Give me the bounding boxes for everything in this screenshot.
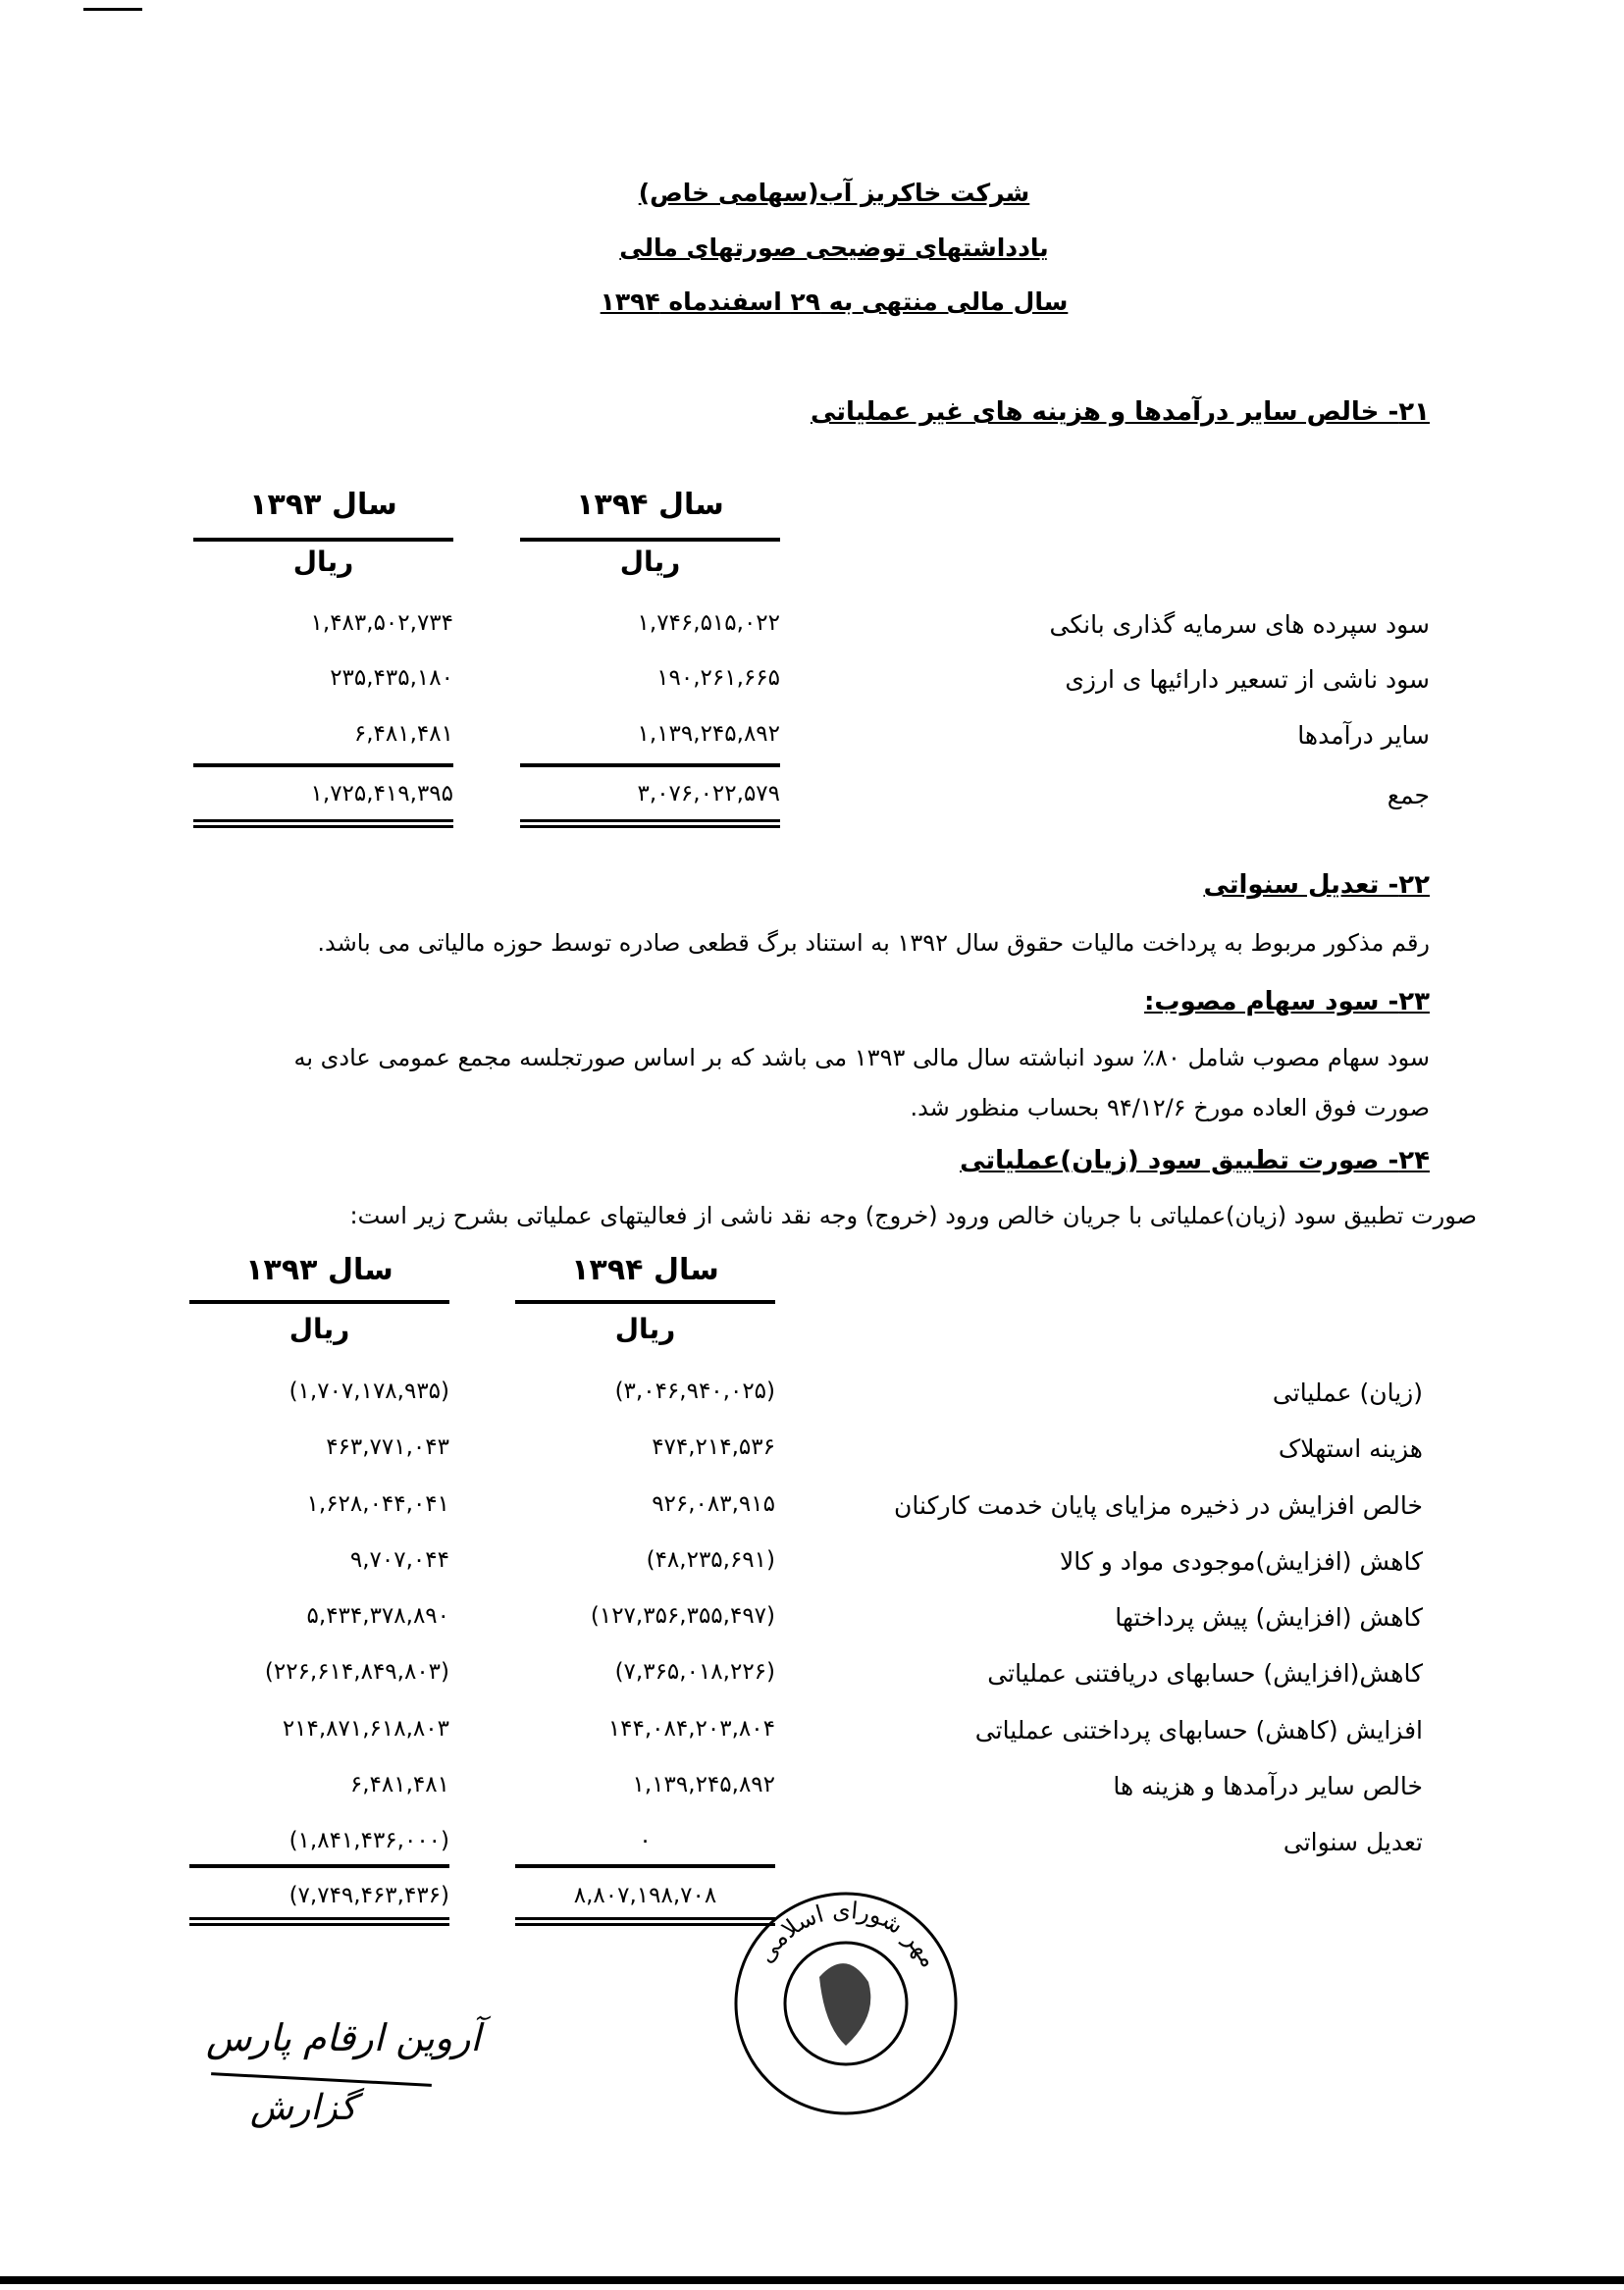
col-unit-1393: ریال	[292, 546, 354, 578]
row-value-1394: ۱,۱۳۹,۲۴۵,۸۹۲	[637, 721, 780, 747]
signature-line1: آروین ارقام پارس	[206, 2016, 481, 2059]
row-label: خالص افزایش در ذخیره مزایای پایان خدمت کارکنان	[894, 1491, 1423, 1520]
row-label: سود ناشی از تسعیر دارائیها ی ارزی	[1065, 665, 1430, 694]
row-label: سایر درآمدها	[1297, 721, 1430, 750]
stamp	[731, 1889, 962, 2119]
row-value-1394: ۴۷۴,۲۱۴,۵۳۶	[652, 1434, 775, 1460]
note24-intro: صورت تطبیق سود (زیان)عملیاتی با جریان خالص ورود (خروج) وجه نقد ناشی از فعالیتهای عملیاتی بشرح زیر است:	[349, 1202, 1477, 1229]
row-value-1393: (۱,۷۰۷,۱۷۸,۹۳۵)	[288, 1379, 449, 1404]
divider	[515, 1300, 775, 1304]
col-year-1393: سال ۱۳۹۳	[249, 488, 397, 522]
double-underline	[520, 819, 780, 828]
row-label: کاهش (افزایش)موجودی مواد و کالا	[1060, 1547, 1423, 1576]
top-edge-mark	[83, 8, 142, 11]
row-label: کاهش (افزایش) پیش پرداختها	[1115, 1603, 1423, 1632]
total-label: جمع	[1387, 781, 1430, 809]
total-1393: ۱,۷۲۵,۴۱۹,۳۹۵	[310, 781, 453, 807]
col-unit-1393: ریال	[288, 1313, 350, 1345]
note24-heading: ۲۴- صورت تطبیق سود (زیان)عملیاتی	[960, 1146, 1430, 1175]
row-value-1393: ۱,۶۲۸,۰۴۴,۰۴۱	[306, 1491, 449, 1517]
row-label: افزایش (کاهش) حسابهای پرداختنی عملیاتی	[974, 1716, 1423, 1744]
note23-line1: سود سهام مصوب شامل ۸۰٪ سود انباشته سال مالی ۱۳۹۳ می باشد که بر اساس صورتجلسه مجمع عمومی عادی به	[293, 1044, 1430, 1071]
total-1394: ۳,۰۷۶,۰۲۲,۵۷۹	[637, 781, 780, 807]
note23-line2: صورت فوق العاده مورخ ۹۴/۱۲/۶ بحساب منظور شد.	[910, 1094, 1430, 1121]
row-value-1394: ۰	[639, 1828, 652, 1853]
total-1394: ۸,۸۰۷,۱۹۸,۷۰۸	[573, 1883, 717, 1908]
col-year-1393: سال ۱۳۹۳	[245, 1253, 393, 1287]
note23-heading: ۲۳- سود سهام مصوب:	[1143, 987, 1430, 1016]
row-value-1393: ۱,۴۸۳,۵۰۲,۷۳۴	[310, 610, 453, 636]
row-value-1393: ۲۱۴,۸۷۱,۶۱۸,۸۰۳	[282, 1716, 449, 1742]
company-title: شرکت خاکریز آب(سهامی خاص)	[638, 179, 1030, 207]
row-value-1394: (۳,۰۴۶,۹۴۰,۰۲۵)	[614, 1379, 775, 1404]
divider	[193, 763, 453, 767]
signature-line2: گزارش	[250, 2088, 357, 2128]
bottom-border	[0, 2276, 1624, 2284]
signature-underline	[211, 2072, 432, 2087]
row-value-1393: ۶,۴۸۱,۴۸۱	[353, 721, 453, 747]
stamp-text: مهر شورای اسلامی	[751, 1896, 944, 1972]
divider	[515, 1864, 775, 1868]
row-label: هزینه استهلاک	[1278, 1434, 1423, 1463]
divider	[189, 1300, 449, 1304]
divider	[189, 1864, 449, 1868]
row-value-1393: ۴۶۳,۷۷۱,۰۴۳	[326, 1434, 449, 1460]
row-value-1394: (۴۸,۲۳۵,۶۹۱)	[646, 1547, 775, 1573]
row-value-1394: ۱۴۴,۰۸۴,۲۰۳,۸۰۴	[607, 1716, 775, 1742]
row-value-1394: (۷,۳۶۵,۰۱۸,۲۲۶)	[614, 1659, 775, 1685]
col-year-1394: سال ۱۳۹۴	[576, 488, 724, 522]
row-value-1393: ۶,۴۸۱,۴۸۱	[349, 1772, 449, 1797]
row-value-1394: ۱,۱۳۹,۲۴۵,۸۹۲	[632, 1772, 775, 1797]
stamp-seal-icon	[731, 1889, 962, 2119]
row-value-1394: ۹۲۶,۰۸۳,۹۱۵	[652, 1491, 775, 1517]
col-unit-1394: ریال	[614, 1313, 676, 1345]
row-value-1393: ۹,۷۰۷,۰۴۴	[349, 1547, 449, 1573]
col-unit-1394: ریال	[619, 546, 681, 578]
divider	[520, 538, 780, 542]
period-title: سال مالی منتهی به ۲۹ اسفندماه ۱۳۹۴	[600, 287, 1069, 316]
row-label: تعدیل سنواتی	[1283, 1828, 1423, 1856]
row-value-1393: ۲۳۵,۴۳۵,۱۸۰	[330, 665, 453, 691]
row-label: خالص سایر درآمدها و هزینه ها	[1113, 1772, 1423, 1800]
double-underline	[189, 1917, 449, 1926]
row-value-1393: (۱,۸۴۱,۴۳۶,۰۰۰)	[288, 1828, 449, 1853]
note22-text: رقم مذکور مربوط به پرداخت مالیات حقوق سال ۱۳۹۲ به استناد برگ قطعی صادره توسط حوزه مالیاتی می باشد.	[317, 929, 1430, 957]
row-value-1394: ۱,۷۴۶,۵۱۵,۰۲۲	[637, 610, 780, 636]
note21-heading: ۲۱- خالص سایر درآمدها و هزینه های غیر عملیاتی	[810, 397, 1430, 427]
note22-heading: ۲۲- تعدیل سنواتی	[1203, 870, 1430, 900]
row-value-1394: ۱۹۰,۲۶۱,۶۶۵	[656, 665, 780, 691]
double-underline	[193, 819, 453, 828]
total-1393: (۷,۷۴۹,۴۶۳,۴۳۶)	[288, 1883, 449, 1908]
divider	[193, 538, 453, 542]
notes-subtitle: یادداشتهای توضیحی صورتهای مالی	[619, 234, 1049, 262]
divider	[520, 763, 780, 767]
svg-text:مهر شورای اسلامی	[752, 1897, 944, 1972]
row-label: کاهش(افزایش) حسابهای دریافتنی عملیاتی	[987, 1659, 1423, 1688]
row-value-1394: (۱۲۷,۳۵۶,۳۵۵,۴۹۷)	[590, 1603, 775, 1629]
col-year-1394: سال ۱۳۹۴	[571, 1253, 719, 1287]
row-value-1393: (۲۲۶,۶۱۴,۸۴۹,۸۰۳)	[264, 1659, 449, 1685]
row-label: سود سپرده های سرمایه گذاری بانکی	[1049, 610, 1430, 639]
row-value-1393: ۵,۴۳۴,۳۷۸,۸۹۰	[306, 1603, 449, 1629]
row-label: (زیان) عملیاتی	[1272, 1379, 1423, 1407]
